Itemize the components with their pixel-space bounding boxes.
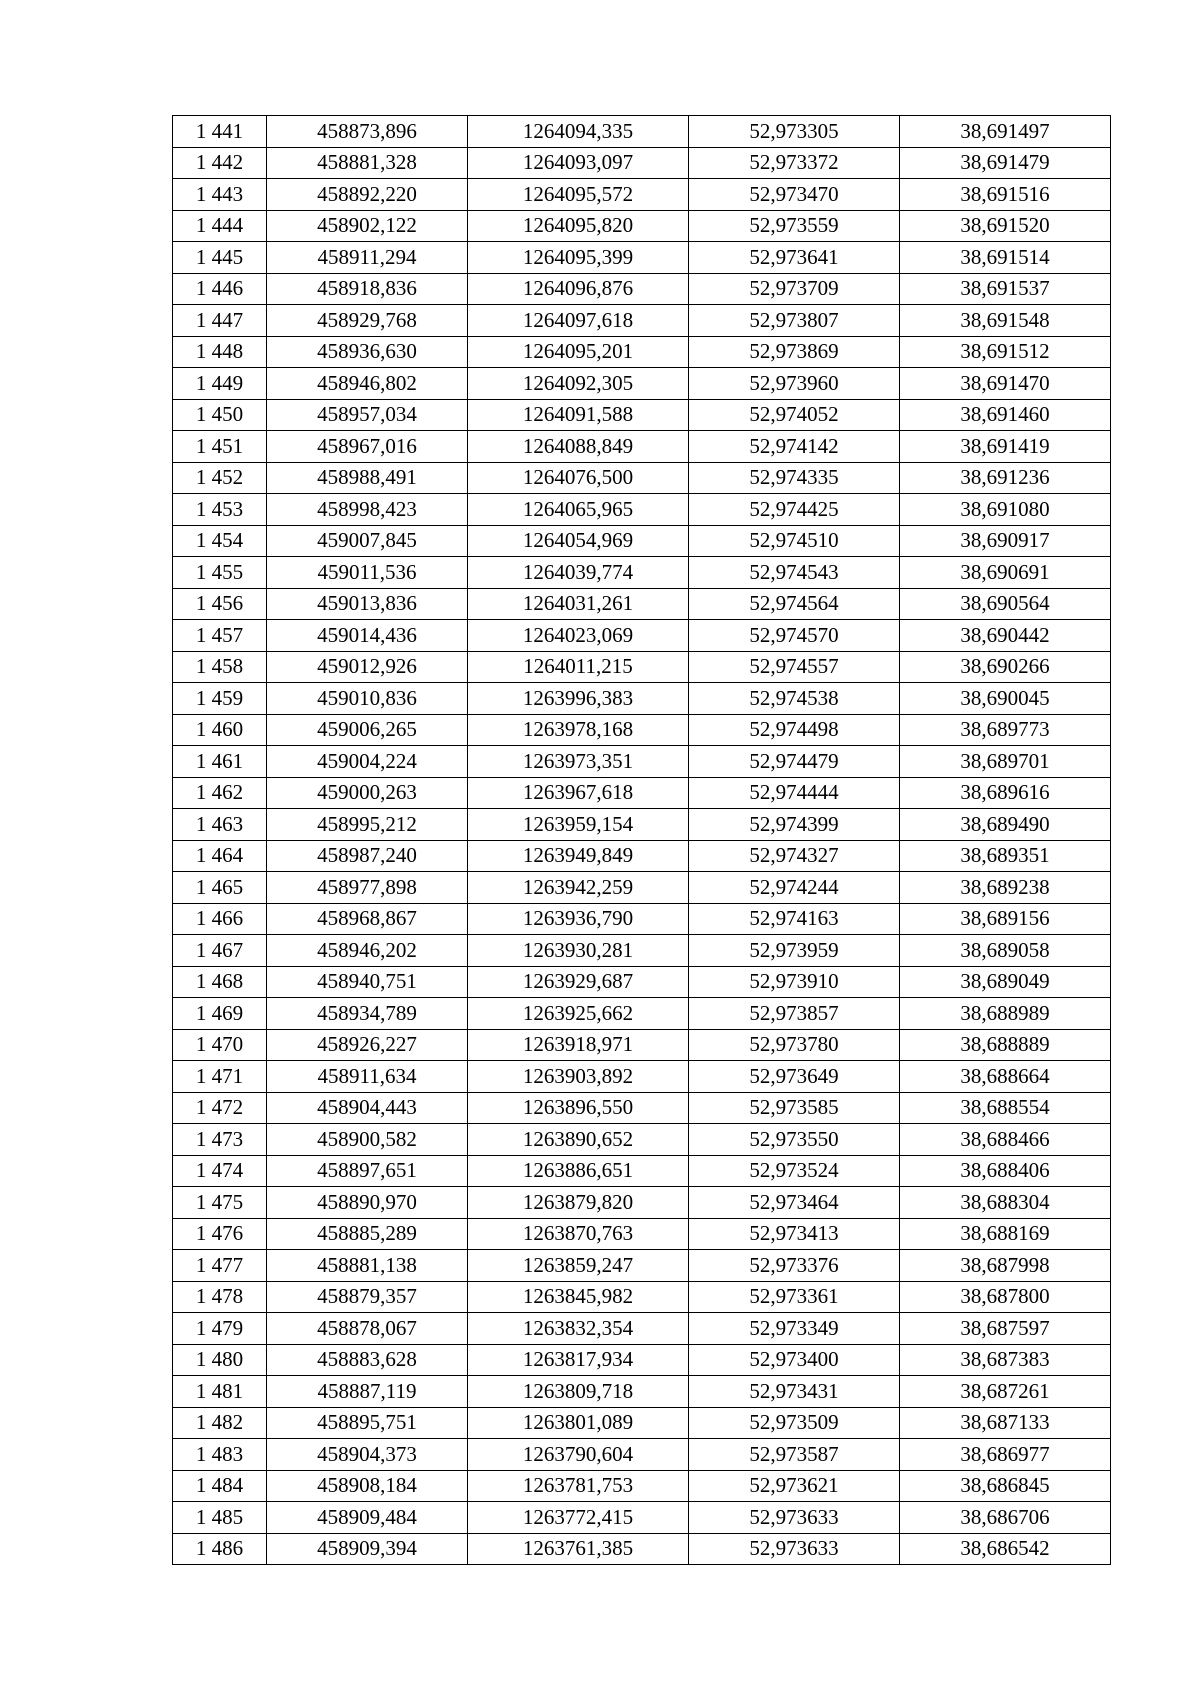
longitude-cell: 38,687133 [900, 1407, 1111, 1439]
longitude-cell: 38,686845 [900, 1470, 1111, 1502]
latitude-cell: 52,973464 [689, 1187, 900, 1219]
latitude-cell: 52,973807 [689, 305, 900, 337]
latitude-cell: 52,973649 [689, 1061, 900, 1093]
y-coordinate-cell: 1263996,383 [468, 683, 689, 715]
y-coordinate-cell: 1264095,820 [468, 210, 689, 242]
latitude-cell: 52,973587 [689, 1439, 900, 1471]
longitude-cell: 38,689773 [900, 714, 1111, 746]
point-number-cell: 1 449 [173, 368, 267, 400]
x-coordinate-cell: 458968,867 [267, 903, 468, 935]
table-row [173, 903, 1111, 935]
y-coordinate-cell: 1264039,774 [468, 557, 689, 589]
latitude-cell: 52,974052 [689, 399, 900, 431]
x-coordinate-cell: 458904,373 [267, 1439, 468, 1471]
x-coordinate-cell: 459014,436 [267, 620, 468, 652]
latitude-cell: 52,973621 [689, 1470, 900, 1502]
point-number-cell: 1 463 [173, 809, 267, 841]
y-coordinate-cell: 1264065,965 [468, 494, 689, 526]
longitude-cell: 38,687800 [900, 1281, 1111, 1313]
latitude-cell: 52,974327 [689, 840, 900, 872]
point-number-cell: 1 454 [173, 525, 267, 557]
y-coordinate-cell: 1263790,604 [468, 1439, 689, 1471]
x-coordinate-cell: 458892,220 [267, 179, 468, 211]
x-coordinate-cell: 459004,224 [267, 746, 468, 778]
y-coordinate-cell: 1264097,618 [468, 305, 689, 337]
y-coordinate-cell: 1263859,247 [468, 1250, 689, 1282]
table-row [173, 431, 1111, 463]
point-number-cell: 1 471 [173, 1061, 267, 1093]
point-number-cell: 1 481 [173, 1376, 267, 1408]
longitude-cell: 38,688664 [900, 1061, 1111, 1093]
y-coordinate-cell: 1263959,154 [468, 809, 689, 841]
latitude-cell: 52,973633 [689, 1502, 900, 1534]
latitude-cell: 52,974444 [689, 777, 900, 809]
y-coordinate-cell: 1263973,351 [468, 746, 689, 778]
table-row [173, 651, 1111, 683]
x-coordinate-cell: 459013,836 [267, 588, 468, 620]
table-row [173, 1218, 1111, 1250]
x-coordinate-cell: 458881,328 [267, 147, 468, 179]
latitude-cell: 52,973400 [689, 1344, 900, 1376]
coordinates-table [172, 115, 1111, 1565]
x-coordinate-cell: 459010,836 [267, 683, 468, 715]
longitude-cell: 38,691548 [900, 305, 1111, 337]
table-row [173, 840, 1111, 872]
y-coordinate-cell: 1263879,820 [468, 1187, 689, 1219]
x-coordinate-cell: 458946,802 [267, 368, 468, 400]
latitude-cell: 52,973869 [689, 336, 900, 368]
x-coordinate-cell: 459012,926 [267, 651, 468, 683]
y-coordinate-cell: 1263817,934 [468, 1344, 689, 1376]
point-number-cell: 1 468 [173, 966, 267, 998]
latitude-cell: 52,973361 [689, 1281, 900, 1313]
longitude-cell: 38,687597 [900, 1313, 1111, 1345]
y-coordinate-cell: 1263886,651 [468, 1155, 689, 1187]
y-coordinate-cell: 1264095,201 [468, 336, 689, 368]
longitude-cell: 38,690045 [900, 683, 1111, 715]
table-row [173, 305, 1111, 337]
point-number-cell: 1 473 [173, 1124, 267, 1156]
longitude-cell: 38,689238 [900, 872, 1111, 904]
table-row [173, 273, 1111, 305]
y-coordinate-cell: 1264031,261 [468, 588, 689, 620]
y-coordinate-cell: 1263761,385 [468, 1533, 689, 1565]
point-number-cell: 1 464 [173, 840, 267, 872]
latitude-cell: 52,973780 [689, 1029, 900, 1061]
table-row [173, 1092, 1111, 1124]
longitude-cell: 38,688989 [900, 998, 1111, 1030]
longitude-cell: 38,690691 [900, 557, 1111, 589]
y-coordinate-cell: 1264095,572 [468, 179, 689, 211]
y-coordinate-cell: 1264023,069 [468, 620, 689, 652]
latitude-cell: 52,973585 [689, 1092, 900, 1124]
point-number-cell: 1 444 [173, 210, 267, 242]
point-number-cell: 1 467 [173, 935, 267, 967]
longitude-cell: 38,688169 [900, 1218, 1111, 1250]
y-coordinate-cell: 1263978,168 [468, 714, 689, 746]
longitude-cell: 38,689701 [900, 746, 1111, 778]
longitude-cell: 38,691479 [900, 147, 1111, 179]
latitude-cell: 52,974244 [689, 872, 900, 904]
table-row [173, 620, 1111, 652]
latitude-cell: 52,974399 [689, 809, 900, 841]
table-row [173, 336, 1111, 368]
latitude-cell: 52,973641 [689, 242, 900, 274]
point-number-cell: 1 479 [173, 1313, 267, 1345]
y-coordinate-cell: 1264088,849 [468, 431, 689, 463]
point-number-cell: 1 450 [173, 399, 267, 431]
table-row [173, 179, 1111, 211]
latitude-cell: 52,973470 [689, 179, 900, 211]
longitude-cell: 38,691470 [900, 368, 1111, 400]
point-number-cell: 1 477 [173, 1250, 267, 1282]
longitude-cell: 38,686706 [900, 1502, 1111, 1534]
table-row [173, 1187, 1111, 1219]
longitude-cell: 38,688406 [900, 1155, 1111, 1187]
y-coordinate-cell: 1263870,763 [468, 1218, 689, 1250]
x-coordinate-cell: 458897,651 [267, 1155, 468, 1187]
y-coordinate-cell: 1264092,305 [468, 368, 689, 400]
table-row [173, 210, 1111, 242]
table-row [173, 1407, 1111, 1439]
y-coordinate-cell: 1263832,354 [468, 1313, 689, 1345]
x-coordinate-cell: 459007,845 [267, 525, 468, 557]
latitude-cell: 52,973305 [689, 116, 900, 148]
table-row [173, 1061, 1111, 1093]
longitude-cell: 38,688304 [900, 1187, 1111, 1219]
point-number-cell: 1 451 [173, 431, 267, 463]
point-number-cell: 1 457 [173, 620, 267, 652]
latitude-cell: 52,973413 [689, 1218, 900, 1250]
longitude-cell: 38,690266 [900, 651, 1111, 683]
x-coordinate-cell: 458902,122 [267, 210, 468, 242]
x-coordinate-cell: 458885,289 [267, 1218, 468, 1250]
x-coordinate-cell: 458929,768 [267, 305, 468, 337]
point-number-cell: 1 448 [173, 336, 267, 368]
y-coordinate-cell: 1264093,097 [468, 147, 689, 179]
table-row [173, 557, 1111, 589]
y-coordinate-cell: 1263809,718 [468, 1376, 689, 1408]
y-coordinate-cell: 1263903,892 [468, 1061, 689, 1093]
x-coordinate-cell: 458904,443 [267, 1092, 468, 1124]
x-coordinate-cell: 458934,789 [267, 998, 468, 1030]
latitude-cell: 52,974510 [689, 525, 900, 557]
longitude-cell: 38,686977 [900, 1439, 1111, 1471]
x-coordinate-cell: 458909,394 [267, 1533, 468, 1565]
table-row [173, 399, 1111, 431]
point-number-cell: 1 476 [173, 1218, 267, 1250]
point-number-cell: 1 485 [173, 1502, 267, 1534]
latitude-cell: 52,974425 [689, 494, 900, 526]
latitude-cell: 52,973559 [689, 210, 900, 242]
table-row [173, 1533, 1111, 1565]
longitude-cell: 38,687383 [900, 1344, 1111, 1376]
point-number-cell: 1 480 [173, 1344, 267, 1376]
table-row [173, 494, 1111, 526]
table-row [173, 368, 1111, 400]
point-number-cell: 1 452 [173, 462, 267, 494]
x-coordinate-cell: 458987,240 [267, 840, 468, 872]
longitude-cell: 38,691497 [900, 116, 1111, 148]
point-number-cell: 1 446 [173, 273, 267, 305]
table-row [173, 872, 1111, 904]
table-row [173, 809, 1111, 841]
y-coordinate-cell: 1263949,849 [468, 840, 689, 872]
longitude-cell: 38,687998 [900, 1250, 1111, 1282]
longitude-cell: 38,691419 [900, 431, 1111, 463]
y-coordinate-cell: 1263936,790 [468, 903, 689, 935]
x-coordinate-cell: 459006,265 [267, 714, 468, 746]
latitude-cell: 52,974564 [689, 588, 900, 620]
point-number-cell: 1 460 [173, 714, 267, 746]
latitude-cell: 52,974543 [689, 557, 900, 589]
latitude-cell: 52,973960 [689, 368, 900, 400]
x-coordinate-cell: 458998,423 [267, 494, 468, 526]
table-row [173, 966, 1111, 998]
table-row [173, 935, 1111, 967]
x-coordinate-cell: 458957,034 [267, 399, 468, 431]
table-row [173, 1376, 1111, 1408]
point-number-cell: 1 461 [173, 746, 267, 778]
y-coordinate-cell: 1264076,500 [468, 462, 689, 494]
y-coordinate-cell: 1263929,687 [468, 966, 689, 998]
point-number-cell: 1 486 [173, 1533, 267, 1565]
x-coordinate-cell: 459000,263 [267, 777, 468, 809]
table-row [173, 116, 1111, 148]
point-number-cell: 1 469 [173, 998, 267, 1030]
longitude-cell: 38,690917 [900, 525, 1111, 557]
point-number-cell: 1 453 [173, 494, 267, 526]
point-number-cell: 1 462 [173, 777, 267, 809]
x-coordinate-cell: 458988,491 [267, 462, 468, 494]
x-coordinate-cell: 458977,898 [267, 872, 468, 904]
x-coordinate-cell: 458883,628 [267, 1344, 468, 1376]
latitude-cell: 52,974557 [689, 651, 900, 683]
latitude-cell: 52,974142 [689, 431, 900, 463]
x-coordinate-cell: 459011,536 [267, 557, 468, 589]
latitude-cell: 52,973959 [689, 935, 900, 967]
latitude-cell: 52,974498 [689, 714, 900, 746]
y-coordinate-cell: 1263890,652 [468, 1124, 689, 1156]
y-coordinate-cell: 1264011,215 [468, 651, 689, 683]
y-coordinate-cell: 1264096,876 [468, 273, 689, 305]
x-coordinate-cell: 458918,836 [267, 273, 468, 305]
y-coordinate-cell: 1263942,259 [468, 872, 689, 904]
latitude-cell: 52,973349 [689, 1313, 900, 1345]
x-coordinate-cell: 458995,212 [267, 809, 468, 841]
point-number-cell: 1 455 [173, 557, 267, 589]
latitude-cell: 52,974479 [689, 746, 900, 778]
latitude-cell: 52,974570 [689, 620, 900, 652]
coordinates-table-body [173, 116, 1111, 1565]
y-coordinate-cell: 1263930,281 [468, 935, 689, 967]
point-number-cell: 1 478 [173, 1281, 267, 1313]
x-coordinate-cell: 458873,896 [267, 116, 468, 148]
table-row [173, 1344, 1111, 1376]
latitude-cell: 52,974335 [689, 462, 900, 494]
point-number-cell: 1 484 [173, 1470, 267, 1502]
point-number-cell: 1 470 [173, 1029, 267, 1061]
x-coordinate-cell: 458936,630 [267, 336, 468, 368]
table-row [173, 1124, 1111, 1156]
longitude-cell: 38,691236 [900, 462, 1111, 494]
table-row [173, 714, 1111, 746]
point-number-cell: 1 465 [173, 872, 267, 904]
y-coordinate-cell: 1263967,618 [468, 777, 689, 809]
longitude-cell: 38,691512 [900, 336, 1111, 368]
y-coordinate-cell: 1263925,662 [468, 998, 689, 1030]
table-row [173, 462, 1111, 494]
table-row [173, 683, 1111, 715]
longitude-cell: 38,689049 [900, 966, 1111, 998]
y-coordinate-cell: 1263896,550 [468, 1092, 689, 1124]
latitude-cell: 52,973633 [689, 1533, 900, 1565]
point-number-cell: 1 474 [173, 1155, 267, 1187]
point-number-cell: 1 459 [173, 683, 267, 715]
latitude-cell: 52,974163 [689, 903, 900, 935]
y-coordinate-cell: 1264094,335 [468, 116, 689, 148]
y-coordinate-cell: 1264091,588 [468, 399, 689, 431]
point-number-cell: 1 442 [173, 147, 267, 179]
point-number-cell: 1 458 [173, 651, 267, 683]
longitude-cell: 38,690564 [900, 588, 1111, 620]
point-number-cell: 1 483 [173, 1439, 267, 1471]
x-coordinate-cell: 458940,751 [267, 966, 468, 998]
latitude-cell: 52,974538 [689, 683, 900, 715]
point-number-cell: 1 443 [173, 179, 267, 211]
table-row [173, 746, 1111, 778]
point-number-cell: 1 445 [173, 242, 267, 274]
y-coordinate-cell: 1264095,399 [468, 242, 689, 274]
table-row [173, 147, 1111, 179]
point-number-cell: 1 447 [173, 305, 267, 337]
x-coordinate-cell: 458908,184 [267, 1470, 468, 1502]
longitude-cell: 38,691514 [900, 242, 1111, 274]
x-coordinate-cell: 458926,227 [267, 1029, 468, 1061]
x-coordinate-cell: 458887,119 [267, 1376, 468, 1408]
table-row [173, 588, 1111, 620]
x-coordinate-cell: 458911,634 [267, 1061, 468, 1093]
point-number-cell: 1 441 [173, 116, 267, 148]
latitude-cell: 52,973376 [689, 1250, 900, 1282]
y-coordinate-cell: 1263772,415 [468, 1502, 689, 1534]
x-coordinate-cell: 458967,016 [267, 431, 468, 463]
longitude-cell: 38,691537 [900, 273, 1111, 305]
table-row [173, 1029, 1111, 1061]
latitude-cell: 52,973910 [689, 966, 900, 998]
table-row [173, 1470, 1111, 1502]
x-coordinate-cell: 458909,484 [267, 1502, 468, 1534]
longitude-cell: 38,690442 [900, 620, 1111, 652]
longitude-cell: 38,686542 [900, 1533, 1111, 1565]
y-coordinate-cell: 1263918,971 [468, 1029, 689, 1061]
longitude-cell: 38,688554 [900, 1092, 1111, 1124]
point-number-cell: 1 482 [173, 1407, 267, 1439]
table-row [173, 525, 1111, 557]
longitude-cell: 38,689156 [900, 903, 1111, 935]
longitude-cell: 38,691080 [900, 494, 1111, 526]
longitude-cell: 38,691516 [900, 179, 1111, 211]
y-coordinate-cell: 1263781,753 [468, 1470, 689, 1502]
point-number-cell: 1 456 [173, 588, 267, 620]
table-row [173, 1439, 1111, 1471]
longitude-cell: 38,691520 [900, 210, 1111, 242]
table-row [173, 1250, 1111, 1282]
y-coordinate-cell: 1263801,089 [468, 1407, 689, 1439]
table-row [173, 1313, 1111, 1345]
latitude-cell: 52,973509 [689, 1407, 900, 1439]
latitude-cell: 52,973550 [689, 1124, 900, 1156]
table-row [173, 1155, 1111, 1187]
table-row [173, 1281, 1111, 1313]
x-coordinate-cell: 458890,970 [267, 1187, 468, 1219]
table-row [173, 777, 1111, 809]
longitude-cell: 38,689351 [900, 840, 1111, 872]
point-number-cell: 1 466 [173, 903, 267, 935]
y-coordinate-cell: 1263845,982 [468, 1281, 689, 1313]
x-coordinate-cell: 458879,357 [267, 1281, 468, 1313]
table-row [173, 242, 1111, 274]
x-coordinate-cell: 458881,138 [267, 1250, 468, 1282]
longitude-cell: 38,688466 [900, 1124, 1111, 1156]
x-coordinate-cell: 458878,067 [267, 1313, 468, 1345]
latitude-cell: 52,973372 [689, 147, 900, 179]
table-row [173, 998, 1111, 1030]
longitude-cell: 38,688889 [900, 1029, 1111, 1061]
latitude-cell: 52,973709 [689, 273, 900, 305]
longitude-cell: 38,687261 [900, 1376, 1111, 1408]
longitude-cell: 38,689058 [900, 935, 1111, 967]
table-row [173, 1502, 1111, 1534]
latitude-cell: 52,973524 [689, 1155, 900, 1187]
x-coordinate-cell: 458900,582 [267, 1124, 468, 1156]
longitude-cell: 38,689490 [900, 809, 1111, 841]
x-coordinate-cell: 458911,294 [267, 242, 468, 274]
latitude-cell: 52,973431 [689, 1376, 900, 1408]
y-coordinate-cell: 1264054,969 [468, 525, 689, 557]
x-coordinate-cell: 458946,202 [267, 935, 468, 967]
longitude-cell: 38,689616 [900, 777, 1111, 809]
latitude-cell: 52,973857 [689, 998, 900, 1030]
longitude-cell: 38,691460 [900, 399, 1111, 431]
point-number-cell: 1 475 [173, 1187, 267, 1219]
x-coordinate-cell: 458895,751 [267, 1407, 468, 1439]
point-number-cell: 1 472 [173, 1092, 267, 1124]
